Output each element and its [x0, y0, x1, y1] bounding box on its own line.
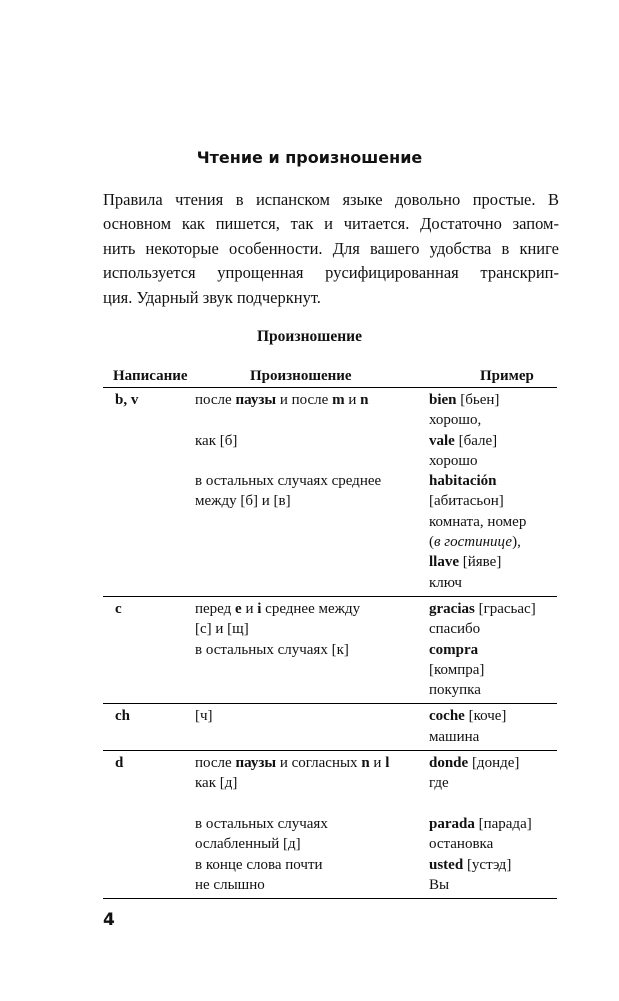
header-pronunciation: Произношение [195, 366, 427, 388]
table-title: Произношение [257, 328, 362, 345]
page-number: 4 [103, 910, 115, 930]
table-row [103, 388, 557, 597]
header-example: Пример [427, 366, 557, 388]
table-header-row [103, 366, 557, 388]
example-cell: gracias [грасьас] спасибо compra [компра] покупка [427, 596, 557, 703]
letter-cell: c [103, 596, 195, 703]
intro-line: ция. Ударный звук подчеркнут. [103, 287, 321, 307]
table-row [103, 704, 557, 751]
intro-line: используется упрощенная русифицированная транскрип- [103, 263, 559, 283]
table-row [103, 751, 557, 899]
header-spelling: Написание [103, 366, 195, 388]
intro-paragraph [103, 188, 559, 310]
pronunciation-table [103, 366, 557, 899]
intro-line: основном как пишется, так и читается. Достаточно запом- [103, 214, 559, 234]
page-title: Чтение и произношение [196, 148, 423, 167]
pronunciation-cell: [ч] [195, 704, 427, 751]
intro-line: нить некоторые особенности. Для вашего удобства в книге [103, 238, 559, 258]
letter-cell: ch [103, 704, 195, 751]
example-cell: donde [донде] где parada [парада] остановка usted [устэд] Вы [427, 751, 557, 899]
pronunciation-cell: после паузы и согласных n и l как [д] в остальных случаях ослабленный [д] в конце слова почти не слышно [195, 751, 427, 899]
pronunciation-cell: после паузы и после m и n как [б] в остальных случаях среднее между [б] и [в] [195, 388, 427, 597]
letter-cell: d [103, 751, 195, 899]
example-cell: bien [бьен] хорошо, vale [бале] хорошо habitación [абитасьон] комната, номер (в гостинице), llave [йяве] ключ [427, 388, 557, 597]
letter-cell: b, v [103, 388, 195, 597]
intro-line: Правила чтения в испанском языке довольно простые. В [103, 190, 559, 209]
example-cell: coche [коче] машина [427, 704, 557, 751]
pronunciation-cell: перед e и i среднее между [с] и [щ] в остальных случаях [к] [195, 596, 427, 703]
table-row [103, 596, 557, 703]
